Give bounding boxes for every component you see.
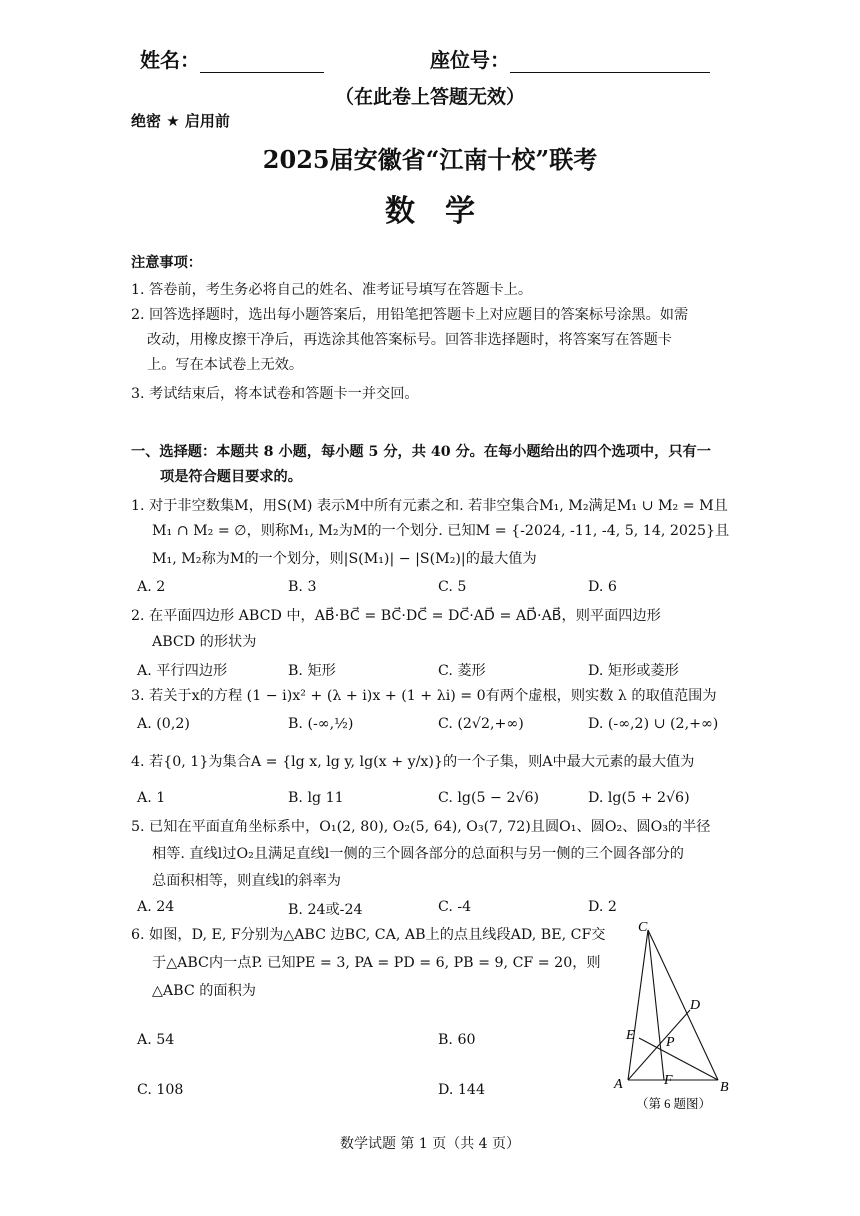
question-6-line: △ABC 的面积为 — [152, 983, 256, 999]
q6-option-d: D. 144 — [438, 1082, 485, 1098]
subject-title: 数 学 — [385, 194, 475, 229]
q4-option-c: C. lg(5 − 2√6) — [438, 790, 540, 806]
secret-label: 绝密 ★ 启用前 — [131, 112, 230, 130]
q4-option-d: D. lg(5 + 2√6) — [588, 790, 690, 806]
notice-item: 1. 答卷前，考生务必将自己的姓名、准考证号填写在答题卡上。 — [131, 282, 533, 298]
label-e: E — [626, 1028, 635, 1043]
q4-option-a: A. 1 — [137, 790, 166, 806]
question-5-line: 总面积相等，则直线l的斜率为 — [152, 873, 341, 889]
q1-option-d: D. 6 — [588, 579, 617, 595]
notice-heading: 注意事项： — [131, 255, 202, 271]
segment-be — [639, 1038, 718, 1080]
notice-item: 2. 回答选择题时，选出每小题答案后，用铅笔把答题卡上对应题目的答案标号涂黑。如需 — [131, 307, 689, 323]
q6-option-c: C. 108 — [137, 1082, 184, 1098]
q1-option-a: A. 2 — [137, 579, 166, 595]
label-c: C — [638, 920, 648, 935]
edge-ca — [628, 930, 648, 1080]
question-2-line: 2. 在平面四边形 ABCD 中，AB⃗·BC⃗ = BC⃗·DC⃗ = DC⃗·AD⃗ = AD⃗·AB⃗，则平面四边形 — [131, 608, 661, 624]
q3-option-d: D. (-∞,2) ∪ (2,+∞) — [588, 716, 719, 732]
label-d: D — [690, 998, 701, 1013]
q3-option-c: C. (2√2,+∞) — [438, 716, 524, 732]
question-2-line: ABCD 的形状为 — [152, 634, 257, 650]
q6-option-a: A. 54 — [137, 1032, 175, 1048]
notice-item: 改动，用橡皮擦干净后，再选涂其他答案标号。回答非选择题时，将答案写在答题卡 — [147, 332, 672, 348]
q5-option-a: A. 24 — [137, 899, 175, 915]
q5-option-d: D. 2 — [588, 899, 617, 915]
section-heading-cont: 项是符合题目要求的。 — [160, 469, 302, 485]
label-b: B — [720, 1080, 729, 1095]
section-heading: 一、选择题：本题共 8 小题，每小题 5 分，共 40 分。在每小题给出的四个选项中，只有一 — [131, 444, 711, 460]
q5-option-c: C. -4 — [438, 899, 472, 915]
seat-label: 座位号： — [430, 48, 510, 72]
seat-blank — [510, 54, 710, 73]
invalid-note: （在此卷上答题无效） — [334, 86, 525, 108]
question-1-line: 1. 对于非空数集M，用S(M) 表示M中所有元素之和. 若非空集合M₁, M₂满足M₁ ∪ M₂ = M且 — [131, 498, 728, 514]
q5-option-b: B. 24或-24 — [288, 902, 363, 918]
question-5-line: 5. 已知在平面直角坐标系中，O₁(2, 80), O₂(5, 64), O₃(7, 72)且圆O₁、圆O₂、圆O₃的半径 — [131, 819, 711, 835]
q2-option-b: B. 矩形 — [288, 663, 336, 679]
label-f: F — [664, 1073, 673, 1088]
q2-option-c: C. 菱形 — [438, 663, 486, 679]
q3-option-b: B. (-∞,½) — [288, 716, 354, 732]
edge-cb — [648, 930, 718, 1080]
page-footer: 数学试题 第 1 页（共 4 页） — [339, 1136, 521, 1152]
label-a: A — [614, 1077, 623, 1092]
notice-item: 3. 考试结束后，将本试卷和答题卡一并交回。 — [131, 386, 419, 402]
figure-caption: （第 6 题图） — [636, 1097, 712, 1111]
name-field — [140, 44, 324, 73]
q2-option-a: A. 平行四边形 — [137, 663, 228, 679]
label-p: P — [666, 1035, 675, 1050]
question-6-line: 于△ABC内一点P. 已知PE = 3, PA = PD = 6, PB = 9, CF = 20，则 — [152, 955, 601, 971]
triangle-figure — [604, 918, 744, 1114]
question-6-line: 6. 如图，D, E, F分别为△ABC 边BC, CA, AB上的点且线段AD, BE, CF交 — [131, 927, 606, 943]
q1-option-c: C. 5 — [438, 579, 467, 595]
question-4-line: 4. 若{0, 1}为集合A = {lg x, lg y, lg(x + y/x)}的一个子集，则A中最大元素的最大值为 — [131, 754, 695, 770]
notice-item: 上。写在本试卷上无效。 — [147, 357, 304, 373]
question-5-line: 相等. 直线l过O₂且满足直线l一侧的三个圆各部分的总面积与另一侧的三个圆各部分的 — [152, 846, 684, 862]
exam-title: 2025届安徽省“江南十校”联考 — [262, 145, 598, 174]
seat-field — [430, 44, 710, 73]
q1-option-b: B. 3 — [288, 579, 317, 595]
name-label: 姓名： — [140, 48, 200, 72]
segment-ad — [628, 1010, 690, 1080]
name-blank — [200, 54, 324, 73]
q4-option-b: B. lg 11 — [288, 790, 344, 806]
q2-option-d: D. 矩形或菱形 — [588, 663, 679, 679]
question-1-line: M₁, M₂称为M的一个划分，则|S(M₁)| − |S(M₂)|的最大值为 — [152, 551, 537, 567]
question-1-line: M₁ ∩ M₂ = ∅，则称M₁, M₂为M的一个划分. 已知M = {-2024, -11, -4, 5, 14, 2025}且 — [152, 523, 730, 539]
segment-cf — [648, 930, 664, 1080]
question-3-line: 3. 若关于x的方程 (1 − i)x² + (λ + i)x + (1 + λi) = 0有两个虚根，则实数 λ 的取值范围为 — [131, 688, 717, 704]
q3-option-a: A. (0,2) — [137, 716, 190, 732]
q6-option-b: B. 60 — [438, 1032, 476, 1048]
